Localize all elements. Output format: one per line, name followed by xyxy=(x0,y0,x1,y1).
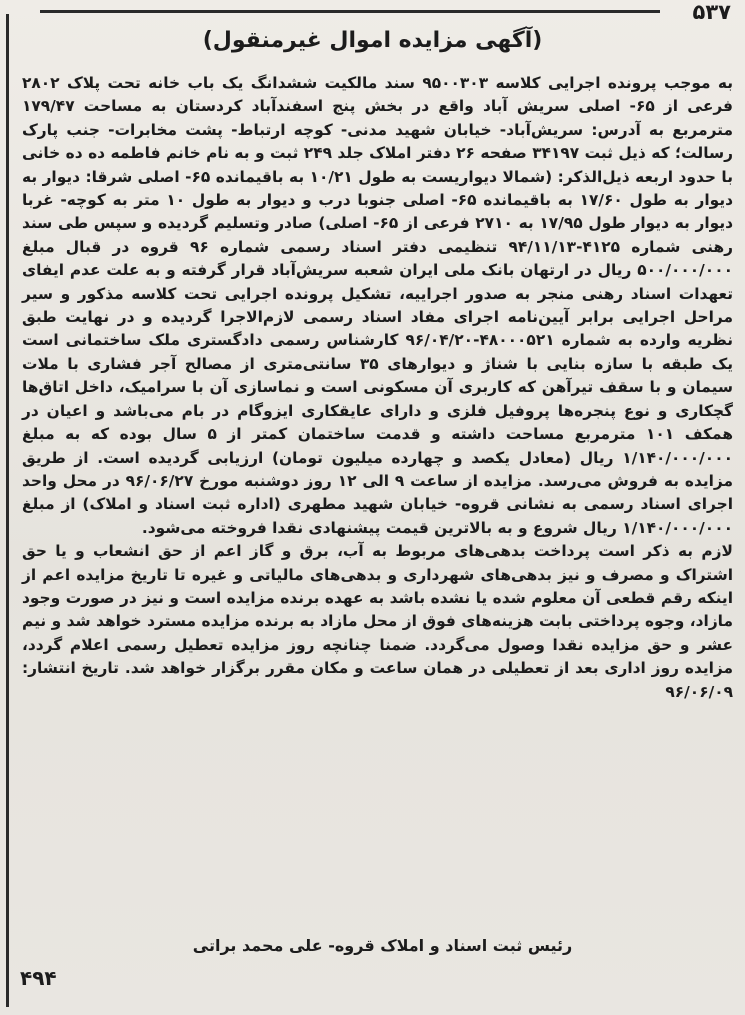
notice-number: ۵۳۷ xyxy=(692,0,731,24)
notice-body xyxy=(22,72,733,704)
body-paragraph-conditions: لازم به ذکر است پرداخت بدهی‌های مربوط به آب، برق و گاز اعم از حق انشعاب و یا حق اشتراک و مصرف و نیز بدهی‌های شهرداری و بدهی‌های مالیاتی و غیره تا تاریخ مزایده اعم از اینکه رقم قطعی آن معلوم شده یا نشده باشد به عهده برنده مزایده است و نیز در صورت وجود مازاد، وجوه پرداختی بابت هزینه‌های فوق از محل مازاد به برنده مزایده مسترد خواهد شد و نیم عشر و حق مزایده نقدا وصول می‌گردد. ضمنا چنانچه روز مزایده تعطیل رسمی اعلام گردد، مزایده روز اداری بعد از تعطیلی در همان ساعت و مکان مقرر برگزار خواهد شد. تاریخ انتشار: ۹۶/۰۶/۰۹ xyxy=(22,542,733,701)
notice-title: (آگهی مزایده اموال غیرمنقول) xyxy=(202,28,543,53)
body-paragraph-main: به موجب پرونده اجرایی کلاسه ۹۵۰۰۳۰۳ سند مالکیت ششدانگ یک باب خانه تحت پلاک ۲۸۰۲ فرعی از ۶۵- اصلی سریش آباد واقع در بخش پنج اسفندآباد کردستان به مساحت ۱۷۹/۴۷ مترمربع به آدرس: سریش‌آباد- خیابان شهید مدنی- کوچه ارتباط- پشت مخابرات- جنب پارک رسالت؛ که ذیل ثبت ۳۴۱۹۷ صفحه ۲۶ دفتر املاک جلد ۲۴۹ ثبت و به نام خانم فاطمه ده ده خانی با حدود اربعه ذیل‌الذکر: (شمالا دیواریست به طول ۱۰/۲۱ به باقیمانده ۶۵- اصلی شرقا: دیوار به دیوار به طول ۱۷/۶۰ به باقیمانده ۶۵- اصلی جنوبا درب و دیوار به طول ۱۰ متر به کوچه- غربا دیوار به دیوار طول ۱۷/۹۵ به ۲۷۱۰ فرعی از ۶۵- اصلی) صادر وتسلیم گردیده و سپس طی سند رهنی شماره ۴۱۲۵-۹۴/۱۱/۱۳ تنظیمی دفتر اسناد رسمی شماره ۹۶ قروه در قبال مبلغ ۵۰۰/۰۰۰/۰۰۰ ریال در ارتهان بانک ملی ایران شعبه سریش‌آباد قرار گرفته و به علت عدم ایفای تعهدات اسناد رهنی منجر به صدور اجراییه، تشکیل پرونده اجرایی تحت کلاسه مذکور و سیر مراحل اجرایی برابر آیین‌نامه اجرای مفاد اسناد رسمی لازم‌الاجرا گردیده و در نهایت طبق نظریه وارده به شماره ۴۸۰۰۰۵۲۱-۹۶/۰۴/۲۰ کارشناس رسمی دادگستری ملک ساختمانی است یک طبقه با سازه بنایی با شناژ و دیوارهای ۳۵ سانتی‌متری از مصالح آجر فشاری با ملات سیمان و با سقف تیرآهن که کاربری آن مسکونی است و نماسازی آن با سرامیک، داخل اتاق‌ها گچکاری و نوع پنجره‌ها پروفیل فلزی و دارای عایقکاری ایزوگام در بام می‌باشد و اعیان در همکف ۱۰۱ مترمربع مساحت داشته و قدمت ساختمان کمتر از ۵ سال بوده که به مبلغ ۱/۱۴۰/۰۰۰/۰۰۰ ریال (معادل یکصد و چهارده میلیون تومان) ارزیابی گردیده است. از طریق مزایده به فروش می‌رسد. مزایده از ساعت ۹ الی ۱۲ روز دوشنبه مورخ ۹۶/۰۶/۲۷ در محل واحد اجرای اسناد رسمی به نشانی قروه- خیابان شهید مطهری (اداره ثبت اسناد و املاک) از مبلغ ۱/۱۴۰/۰۰۰/۰۰۰ ریال شروع و به بالاترین قیمت پیشنهادی نقدا فروخته می‌شود. xyxy=(22,74,734,537)
signature-line: رئیس ثبت اسناد و املاک قروه- علی محمد براتی xyxy=(192,936,573,955)
page-number: ۴۹۴ xyxy=(20,966,57,990)
left-border xyxy=(6,14,9,1007)
top-divider xyxy=(40,10,660,13)
